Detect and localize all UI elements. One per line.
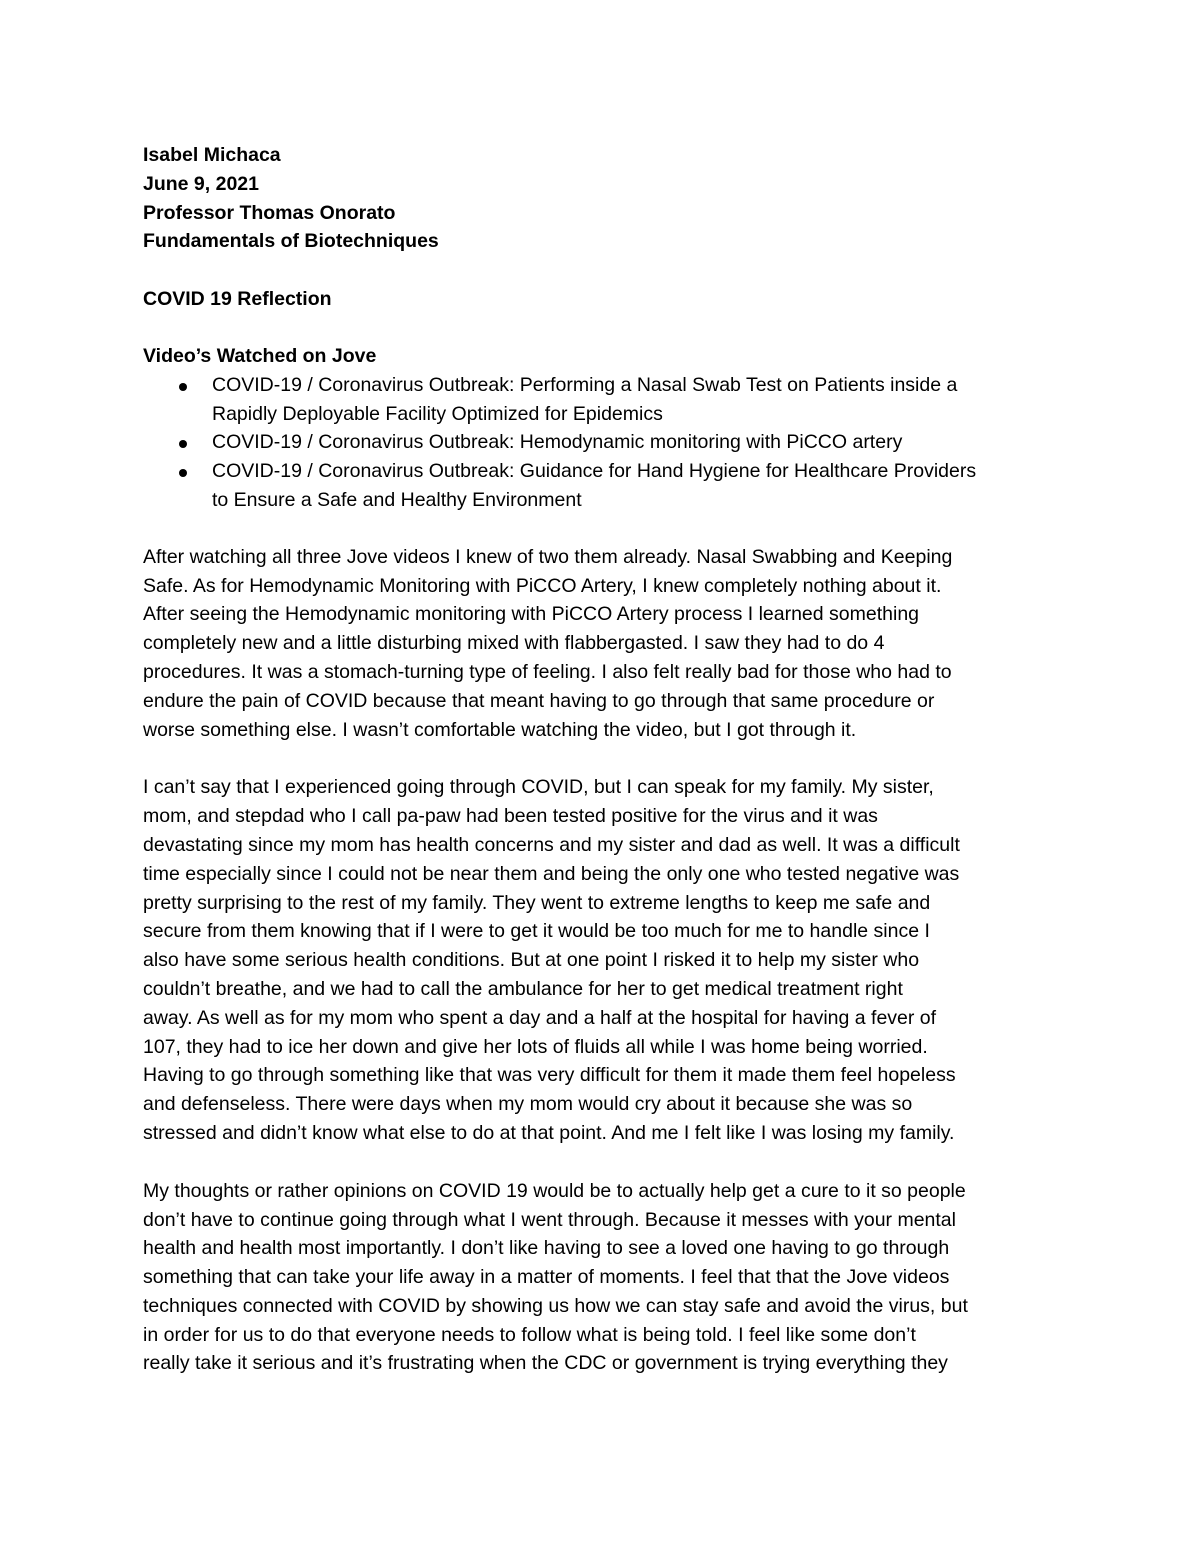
video-title-line: COVID-19 / Coronavirus Outbreak: Guidance for Hand Hygiene for Healthcare Providers (212, 460, 977, 483)
paragraph-2 (143, 773, 1063, 1147)
paragraph-line: mom, and stepdad who I call pa-paw had been tested positive for the virus and it was (143, 805, 878, 828)
video-title-line: to Ensure a Safe and Healthy Environment (212, 488, 582, 511)
paragraph-line: health and health most importantly. I don’t like having to see a loved one having to go through (143, 1237, 950, 1260)
document-title: COVID 19 Reflection (143, 288, 332, 311)
list-item (143, 428, 1063, 457)
paragraph-line: techniques connected with COVID by showing us how we can stay safe and avoid the virus, but (143, 1294, 968, 1317)
video-title-line: Rapidly Deployable Facility Optimized for Epidemics (212, 402, 663, 425)
bullet-icon (179, 440, 187, 448)
paragraph-line: and defenseless. There were days when my mom would cry about it because she was so (143, 1093, 913, 1116)
spacer (143, 1148, 1063, 1177)
paragraph-line: My thoughts or rather opinions on COVID 19 would be to actually help get a cure to it so people (143, 1179, 966, 1202)
paragraph-line: worse something else. I wasn’t comfortable watching the video, but I got through it. (143, 718, 857, 741)
list-item (143, 457, 1063, 515)
videos-heading: Video’s Watched on Jove (143, 344, 377, 367)
paragraph-line: completely new and a little disturbing mixed with flabbergasted. I saw they had to do 4 (143, 632, 885, 655)
paragraph-line: something that can take your life away in a matter of moments. I feel that that the Jove videos (143, 1266, 950, 1289)
paragraph-line: couldn’t breathe, and we had to call the ambulance for her to get medical treatment right (143, 977, 903, 1000)
spacer (143, 314, 1063, 342)
document-date: June 9, 2021 (143, 172, 259, 195)
spacer (143, 515, 1063, 543)
course-name: Fundamentals of Biotechniques (143, 230, 439, 253)
spacer (143, 744, 1063, 773)
professor-name: Professor Thomas Onorato (143, 201, 396, 224)
paragraph-line: Having to go through something like that was very difficult for them it made them feel hopeless (143, 1064, 956, 1087)
paragraph-line: 107, they had to ice her down and give her lots of fluids all while I was home being worried. (143, 1035, 928, 1058)
paragraph-line: time especially since I could not be near them and being the only one who tested negative was (143, 862, 960, 885)
paragraph-line: endure the pain of COVID because that meant having to go through that same procedure or (143, 689, 935, 712)
paragraph-line: pretty surprising to the rest of my family. They went to extreme lengths to keep me safe and (143, 891, 931, 914)
paragraph-line: I can’t say that I experienced going through COVID, but I can speak for my family. My sister, (143, 776, 934, 799)
paragraph-line: secure from them knowing that if I were to get it would be too much for me to handle since I (143, 920, 930, 943)
document-body (143, 141, 1063, 1378)
paragraph-line: also have some serious health conditions. But at one point I risked it to help my sister who (143, 949, 920, 972)
paragraph-line: After watching all three Jove videos I knew of two them already. Nasal Swabbing and Keeping (143, 545, 953, 568)
paragraph-line: Safe. As for Hemodynamic Monitoring with PiCCO Artery, I knew completely nothing about it. (143, 574, 942, 597)
author-name: Isabel Michaca (143, 144, 281, 166)
videos-list (143, 371, 1063, 515)
paragraph-line: After seeing the Hemodynamic monitoring with PiCCO Artery process I learned something (143, 603, 920, 626)
paragraph-line: stressed and didn’t know what else to do at that point. And me I felt like I was losing my family. (143, 1121, 955, 1144)
paragraph-line: away. As well as for my mom who spent a day and a half at the hospital for having a fever of (143, 1006, 937, 1029)
bullet-icon (179, 383, 187, 391)
video-title-line: COVID-19 / Coronavirus Outbreak: Hemodynamic monitoring with PiCCO artery (212, 431, 903, 454)
paragraph-line: really take it serious and it’s frustrating when the CDC or government is trying everything they (143, 1352, 948, 1375)
paragraph-1 (143, 543, 1063, 745)
paragraph-line: in order for us to do that everyone needs to follow what is being told. I feel like some don’t (143, 1323, 916, 1346)
bullet-icon (179, 469, 187, 477)
list-item (143, 371, 1063, 429)
spacer (143, 256, 1063, 285)
paragraph-line: procedures. It was a stomach-turning type of feeling. I also felt really bad for those who had to (143, 660, 952, 683)
video-title-line: COVID-19 / Coronavirus Outbreak: Performing a Nasal Swab Test on Patients inside a (212, 373, 958, 396)
paragraph-line: don’t have to continue going through what I went through. Because it messes with your mental (143, 1208, 956, 1231)
paragraph-3 (143, 1177, 1063, 1379)
paragraph-line: devastating since my mom has health concerns and my sister and dad as well. It was a difficult (143, 833, 960, 856)
